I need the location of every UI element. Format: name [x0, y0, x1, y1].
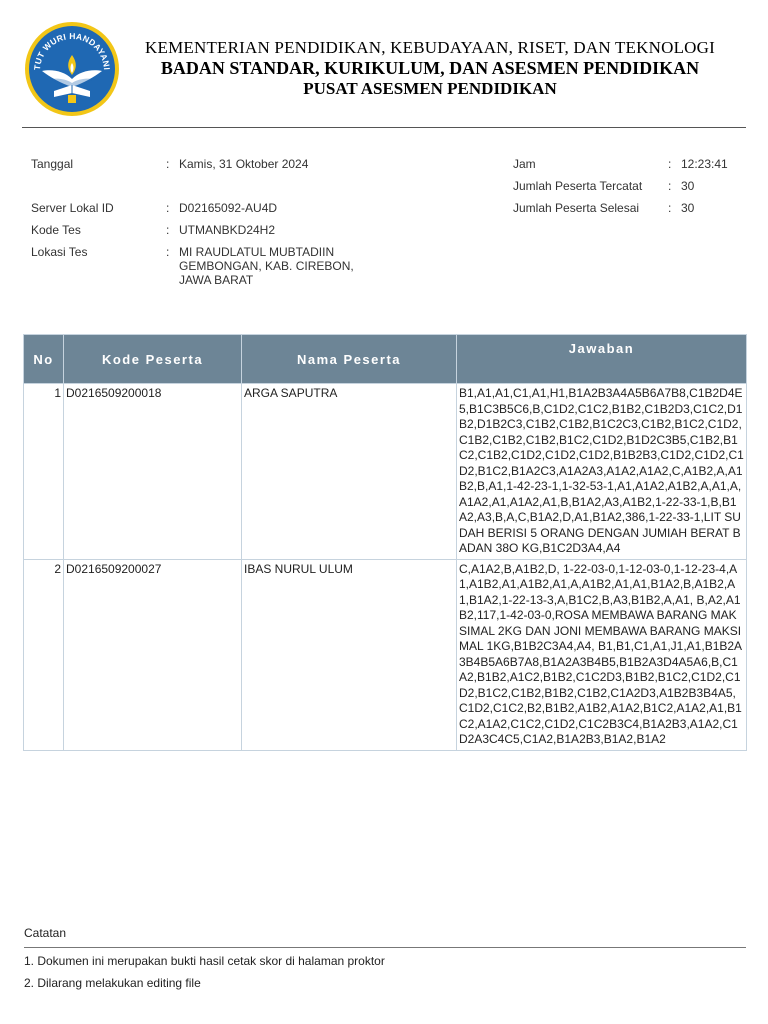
note-item-2: 2. Dilarang melakukan editing file — [24, 976, 201, 990]
colon: : — [668, 179, 672, 193]
colon: : — [166, 157, 170, 171]
cell-nama-peserta: IBAS NURUL ULUM — [242, 559, 457, 750]
tercatat-value: 30 — [681, 179, 695, 193]
tut-wuri-handayani-logo — [24, 21, 120, 117]
lokasi-label: Lokasi Tes — [31, 245, 88, 259]
answers-table — [23, 334, 747, 751]
colon: : — [166, 201, 170, 215]
cell-no: 1 — [24, 384, 64, 560]
kode-tes-label: Kode Tes — [31, 223, 81, 237]
jam-value: 12:23:41 — [681, 157, 728, 171]
test-info-right — [513, 157, 743, 227]
tercatat-label: Jumlah Peserta Tercatat — [513, 179, 643, 193]
header-no: No — [24, 335, 64, 384]
notes-title: Catatan — [24, 926, 67, 940]
tanggal-value: Kamis, 31 Oktober 2024 — [179, 157, 309, 171]
cell-no: 2 — [24, 559, 64, 750]
server-label: Server Lokal ID — [31, 201, 114, 215]
header-jawaban: Jawaban — [457, 335, 747, 384]
server-value: D02165092-AU4D — [179, 201, 278, 215]
header-kode-peserta: Kode Peserta — [64, 335, 242, 384]
test-info-left — [31, 157, 491, 297]
agency-name: BADAN STANDAR, KURIKULUM, DAN ASESMEN PENDIDIKAN — [160, 58, 700, 78]
tanggal-label: Tanggal — [31, 157, 74, 171]
note-item-1: 1. Dokumen ini merupakan bukti hasil cetak skor di halaman proktor — [24, 954, 385, 968]
logo-motto: TUT WURI HANDAYANI — [31, 30, 113, 71]
table-header-row — [24, 335, 747, 384]
colon: : — [166, 223, 170, 237]
selesai-value: 30 — [681, 201, 695, 215]
institution-header — [140, 38, 720, 99]
cell-jawaban: C,A1A2,B,A1B2,D, 1-22-03-0,1-12-03-0,1-12-23-4,A1,A1B2,A1,A1B2,A1,A,A1B2,A1,A1,B1A2,B,A1B2,A1,B1A2,1-22-13-3,A,B1C2,B,A3,B1B2,A,A1, B,A2,A1B2,117,1-42-03-0,ROSA MEMBAWA BARANG MAKSIMAL 2KG DAN JONI MEMBAWA BARANG MAKSIMAL 1KG,B1B2C3A4,A4, B1,B1,C1,A1,J1,A1,B1B2A3B4B5A6B7A8,B1A2A3B4B5,B1B2A3D4A5A6,B,C1A2,B1B2,A1C2,B1B2,C1C2D3,B1B2,B1C2,C1D2,C1D2,B1C2,C1B2,B1B2,C1B2,C1A2D3,A1B2B3B4A5,C1D2,C1C2,B2,B1B2,A1B2,A1A2,B1C2,A1A2,A1,B1C2,A1A2,C1C2,C1D2,C1C2B3C4,B1A2B3,A1A2,C1D2A3C4C5,C1A2,B1A2B3,B1A2,B1A2 — [457, 559, 747, 750]
table-row — [24, 384, 747, 560]
kode-tes-value: UTMANBKD24H2 — [179, 223, 276, 237]
cell-kode-peserta: D0216509200018 — [64, 384, 242, 560]
center-name: PUSAT ASESMEN PENDIDIKAN — [303, 79, 557, 98]
colon: : — [166, 245, 170, 259]
notes-divider — [24, 947, 746, 948]
header-divider — [22, 127, 746, 128]
cell-nama-peserta: ARGA SAPUTRA — [242, 384, 457, 560]
cell-kode-peserta: D0216509200027 — [64, 559, 242, 750]
table-row — [24, 559, 747, 750]
notes-section — [24, 926, 746, 990]
lokasi-value: MI RAUDLATUL MUBTADIIN GEMBONGAN, KAB. CIREBON, JAWA BARAT — [179, 245, 354, 287]
cell-jawaban: B1,A1,A1,C1,A1,H1,B1A2B3A4A5B6A7B8,C1B2D4E5,B1C3B5C6,B,C1D2,C1C2,B1B2,C1B2D3,C1C2,D1B2,D1B2C3,C1B2,C1B2,B1C2C3,C1B2,B1C2,C1D2,C1B2,C1B2,C1B2,B1C2,C1D2,B1D2C3B5,C1B2,B1C2,C1B2,C1D2,C1D2,C1D2,B1B2B3,C1D2,C1D2,C1D2,B1C2,B1A2C3,A1A2A3,A1A2,A1A2,C,A1B2,A,A1B2,B,A1,1-42-23-1,1-32-53-1,A1,A1A2,A1B2,A,A1,A,A1A2,A1,A1A2,A1,B,B1A2,A3,A1B2,1-22-33-1,B,B1A2,A3,B,A,C,B1A2,D,A1,B1A2,386,1-22-33-1,LIT SUDAH BERISI 5 ORANG DENGAN JUMIAH BERAT BADAN 38O KG,B1C2D3A4,A4 — [457, 384, 747, 560]
selesai-label: Jumlah Peserta Selesai — [513, 201, 640, 215]
ministry-name: KEMENTERIAN PENDIDIKAN, KEBUDAYAAN, RISET, DAN TEKNOLOGI — [145, 38, 715, 57]
jam-label: Jam — [513, 157, 536, 171]
colon: : — [668, 201, 672, 215]
header-nama-peserta: Nama Peserta — [242, 335, 457, 384]
colon: : — [668, 157, 672, 171]
